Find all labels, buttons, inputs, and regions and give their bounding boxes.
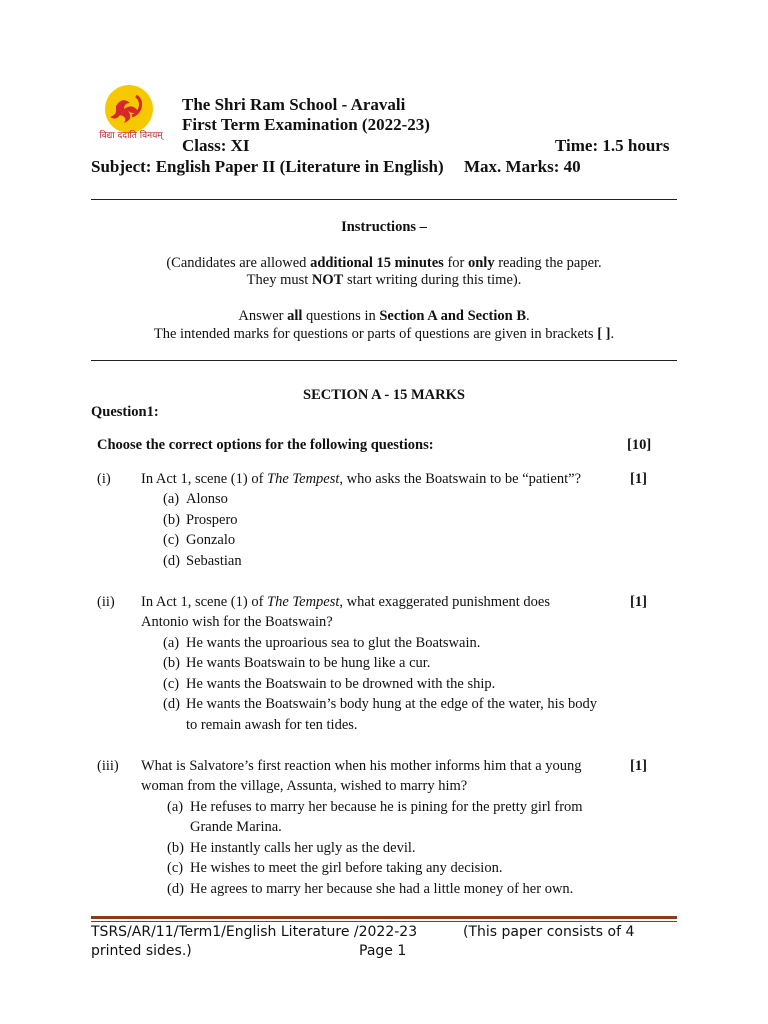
option-label: (a) [163,491,180,507]
option-text: He instantly calls her ugly as the devil. [190,840,416,856]
time-label: Time: 1.5 hours [555,136,670,155]
option-item [163,489,228,510]
header-divider [91,199,677,200]
question-marks: [1] [630,471,647,487]
subject-label: Subject: English Paper II (Literature in English) [91,157,444,176]
option-item [163,530,235,551]
option-label: (b) [167,840,184,856]
instruction-line-3 [91,307,677,325]
option-text: He wants the Boatswain’s body hung at the edge of the water, his body [186,696,597,712]
stem-text: In Act 1, scene (1) of [141,594,268,610]
option-text: Sebastian [186,553,242,569]
option-label: (d) [167,881,184,897]
stem-text: , what exaggerated punishment does [339,594,550,610]
question-label: Question1: [91,404,159,420]
question-marks: [1] [630,758,647,774]
exam-title: First Term Examination (2022-23) [182,115,430,134]
instruction-text: for [443,255,468,271]
instruction-text: They must [246,272,312,288]
instruction-bold: only [467,255,495,271]
option-continuation: Grande Marina. [190,819,282,835]
instruction-text: Answer [238,308,288,324]
instructions-title: Instructions – [341,219,427,235]
question-number: (i) [97,471,111,487]
section-title: SECTION A - 15 MARKS [303,387,465,403]
instruction-bold: Section A and Section B [379,308,526,324]
instruction-text: questions in [302,308,380,324]
max-marks-label: Max. Marks: 40 [464,157,581,176]
option-text: Gonzalo [186,532,236,548]
option-item [163,510,238,531]
footer-rule [91,916,677,919]
footer-note: (This paper consists of 4 [463,924,635,940]
instruction-bold: additional 15 minutes [310,255,444,271]
question-marks: [1] [630,594,647,610]
instruction-text: The intended marks for questions or parts of questions are given in brackets [153,326,598,342]
instructions-divider [91,360,677,361]
instruction-line-4 [91,325,677,343]
footer-note-cont: printed sides.) [91,943,192,959]
page-number: Page 1 [359,943,407,959]
option-text: He wants the uproarious sea to glut the Boatswain. [186,635,481,651]
instruction-text: . [610,326,615,342]
instruction-bold: all [287,308,303,324]
footer-line-2 [91,942,681,961]
instruction-text: (Candidates are allowed [166,255,311,271]
option-label: (b) [163,512,180,528]
instruction-line-1 [91,254,677,272]
option-text: He wishes to meet the girl before taking any decision. [190,860,503,876]
option-text: He wants Boatswain to be hung like a cur. [186,655,431,671]
logo-motto: विद्या ददाति विनयम् [99,131,163,141]
question-stem-line-2: Antonio wish for the Boatswain? [141,614,333,630]
option-item [167,879,573,900]
choose-marks: [10] [627,437,652,453]
question-number: (ii) [97,594,115,610]
stem-title: The Tempest [267,594,340,610]
option-item [163,633,480,654]
option-item [167,797,583,818]
option-text: He wants the Boatswain to be drowned with the ship. [186,676,496,692]
option-item [167,838,416,859]
instruction-bold: [ ] [597,326,611,342]
instruction-bold: NOT [311,272,344,288]
option-text: Alonso [186,491,228,507]
question-stem [141,469,581,490]
option-text: Prospero [186,512,238,528]
option-text: He refuses to marry her because he is pining for the pretty girl from [190,799,583,815]
option-label: (a) [167,799,184,815]
option-item [167,858,502,879]
question-number: (iii) [97,758,119,774]
stem-text: , who asks the Boatswain to be “patient”? [339,471,582,487]
instruction-line-2 [91,271,677,289]
option-label: (c) [163,532,180,548]
option-item [163,674,495,695]
question-stem [141,592,550,613]
stem-text: In Act 1, scene (1) of [141,471,268,487]
footer-code: TSRS/AR/11/Term1/English Literature /2022-23 [91,924,418,940]
class-label: Class: XI [182,136,250,155]
question-stem-line-2: woman from the village, Assunta, wished to marry him? [141,778,468,794]
option-label: (d) [163,553,180,569]
footer-rule-thin [91,921,677,922]
instruction-text: reading the paper. [494,255,602,271]
question-stem: What is Salvatore’s first reaction when his mother informs him that a young [141,758,582,774]
stem-title: The Tempest [267,471,340,487]
instruction-text: start writing during this time). [343,272,522,288]
option-label: (d) [163,696,180,712]
option-item [163,694,597,715]
footer-line-1 [91,923,681,942]
option-item [163,551,242,572]
option-label: (a) [163,635,180,651]
option-label: (b) [163,655,180,671]
instruction-text: . [526,308,530,324]
option-label: (c) [163,676,180,692]
option-label: (c) [167,860,184,876]
choose-instruction: Choose the correct options for the following questions: [97,437,434,453]
option-continuation: to remain awash for ten tides. [186,717,358,733]
option-text: He agrees to marry her because she had a little money of her own. [190,881,574,897]
option-item [163,653,430,674]
school-name: The Shri Ram School - Aravali [182,95,406,114]
